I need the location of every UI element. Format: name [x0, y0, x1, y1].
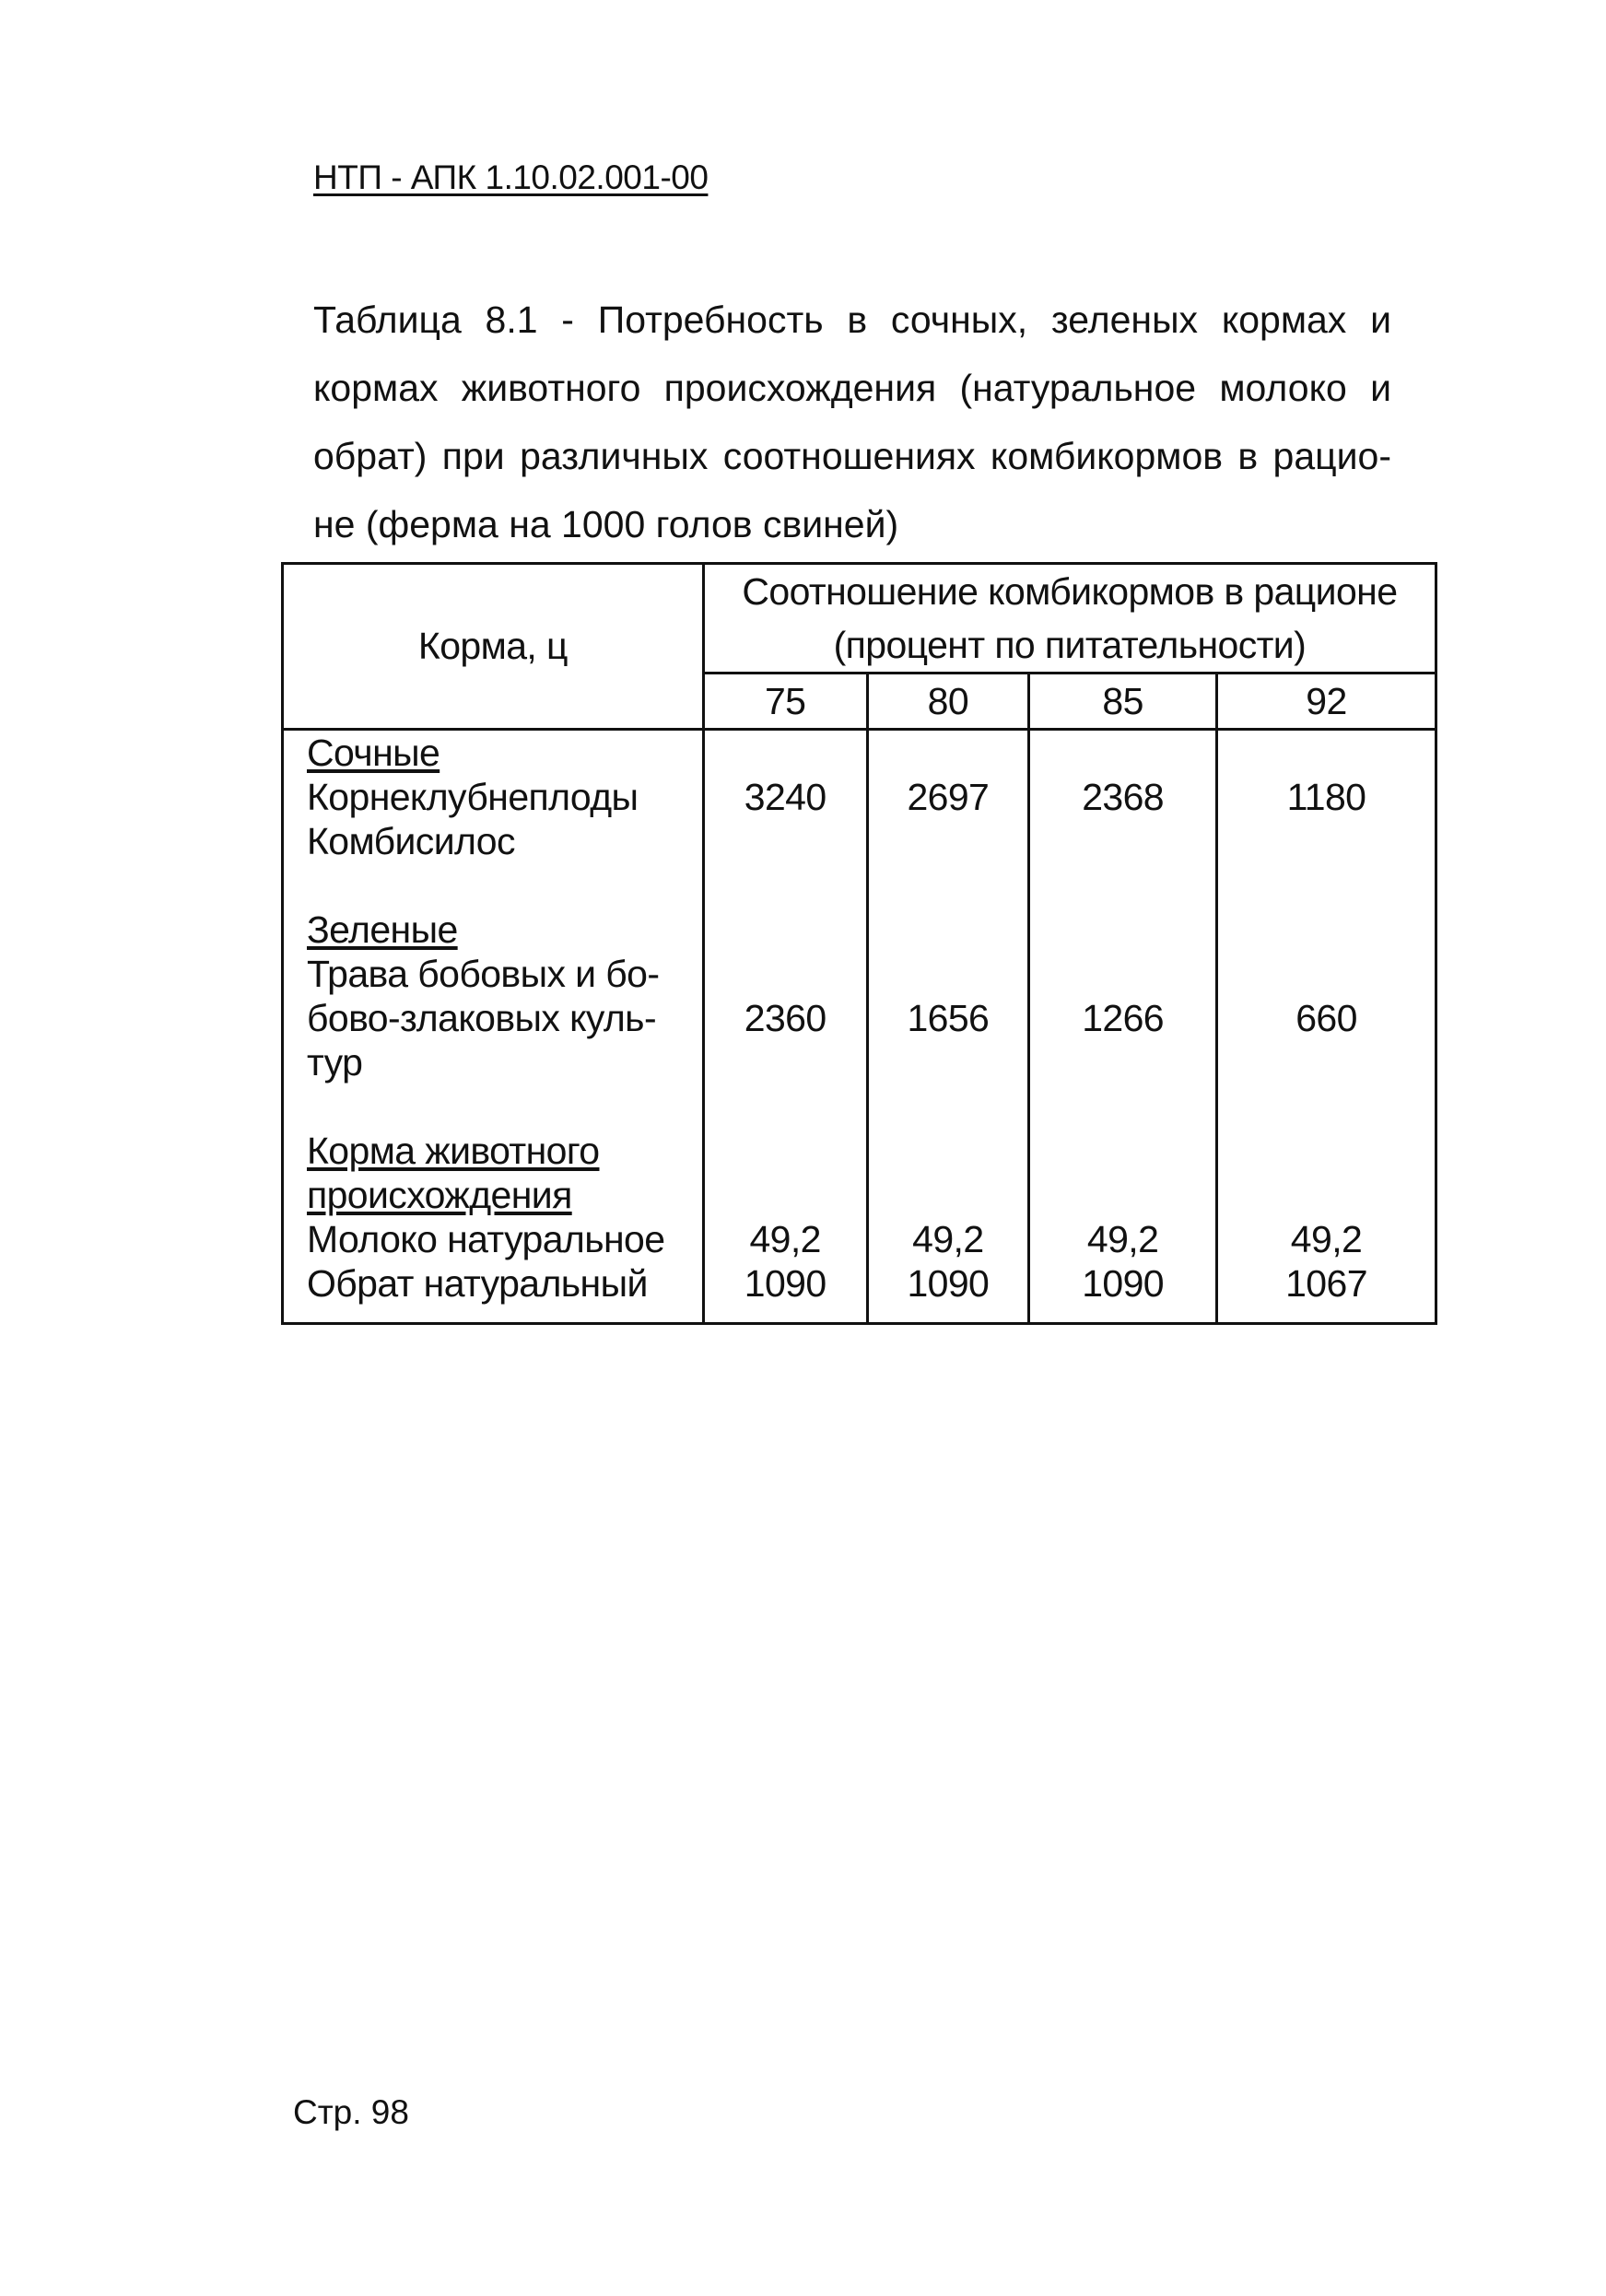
value: 1656: [907, 997, 990, 1039]
value: 1090: [744, 1262, 826, 1305]
category-label: происхождения: [307, 1174, 572, 1216]
feed-item: Трава бобовых и бо-: [307, 953, 660, 995]
page-number: Стр. 98: [293, 2093, 409, 2131]
value: 1067: [1285, 1262, 1367, 1305]
feed-item: бово-злаковых куль-: [307, 997, 657, 1039]
value: 2360: [744, 997, 826, 1039]
feed-requirements-table: [281, 562, 1437, 1325]
category-label: Зеленые: [307, 908, 458, 951]
value: 660: [1295, 997, 1357, 1039]
ratio-header-line: (процент по питательности): [833, 624, 1307, 666]
column-header-80: 80: [867, 674, 1029, 730]
column-header-85: 85: [1029, 674, 1217, 730]
feed-item: Корнеклубнеплоды: [307, 776, 639, 818]
caption-line: кормах животного происхождения (натуральное молоко и: [313, 367, 1391, 409]
table-body-row: [283, 730, 1436, 1324]
feed-item: Комбисилос: [307, 820, 515, 862]
category-label: Сочные: [307, 732, 440, 774]
ratio-header-line: Соотношение комбикормов в рационе: [742, 570, 1398, 613]
feed-item: Обрат натуральный: [307, 1262, 648, 1305]
value: 1180: [1286, 776, 1366, 818]
column-header-75: 75: [703, 674, 867, 730]
value: 49,2: [1086, 1218, 1159, 1260]
caption-line: обрат) при различных соотношениях комбикормов в рацио-: [313, 435, 1391, 477]
value: 2697: [907, 776, 990, 818]
feed-item: Молоко натуральное: [307, 1218, 665, 1260]
value: 49,2: [912, 1218, 984, 1260]
value: 1090: [907, 1262, 990, 1305]
value: 1090: [1082, 1262, 1165, 1305]
value: 1266: [1082, 997, 1165, 1039]
caption-line: Таблица 8.1 - Потребность в сочных, зеленых кормах и: [313, 299, 1391, 341]
caption-line: не (ферма на 1000 голов свиней): [313, 503, 899, 545]
value: 2368: [1082, 776, 1165, 818]
column-header-ratio: [703, 564, 1436, 674]
column-header-feeds: Корма, ц: [283, 564, 704, 730]
values-cell-85: [1029, 730, 1217, 1324]
value: 49,2: [749, 1218, 821, 1260]
feed-names-cell: [283, 730, 704, 1324]
values-cell-92: [1217, 730, 1436, 1324]
table-caption: [313, 286, 1391, 558]
values-cell-75: [703, 730, 867, 1324]
category-label: Корма животного: [307, 1130, 600, 1172]
column-header-92: 92: [1217, 674, 1436, 730]
feed-item: тур: [307, 1041, 363, 1084]
document-code: НТП - АПК 1.10.02.001-00: [313, 158, 709, 196]
value: 3240: [744, 776, 826, 818]
table-header-row: [283, 564, 1436, 674]
values-cell-80: [867, 730, 1029, 1324]
value: 49,2: [1290, 1218, 1363, 1260]
